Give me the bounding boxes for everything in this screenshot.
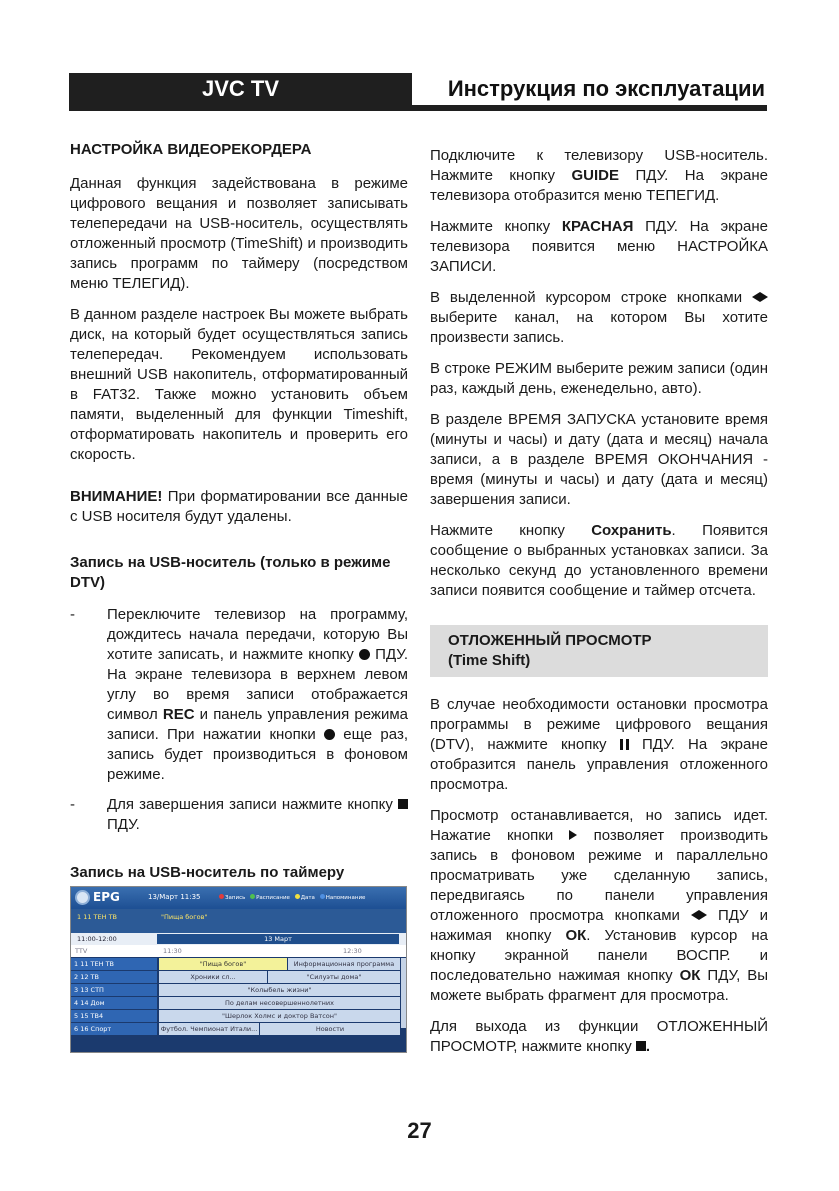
epg-program[interactable]: "Пища богов" [159,958,287,970]
epg-scrollbar[interactable] [401,958,406,1028]
pause-icon [620,739,629,750]
epg-channel[interactable]: 2 12 ТВ [71,971,157,983]
epg-program[interactable]: "Шерлок Холмс и доктор Ватсон" [159,1010,400,1022]
subheading-timer-record: Запись на USB-носитель по таймеру [70,864,345,881]
epg-program[interactable]: Футбол. Чемпионат Итали... [160,1025,258,1033]
epg-program[interactable]: Новости [260,1023,400,1035]
epg-info-channel: 1 11 ТЕН ТВ [77,913,117,921]
paragraph-exit: Для выхода из функции ОТЛОЖЕННЫЙ ПРОСМОТР, нажмите кнопку . [430,1018,768,1055]
epg-program[interactable]: Информационная программа [288,958,400,970]
epg-timebar [71,933,406,945]
paragraph-intro: Данная функция задействована в режиме цифрового вещания и позволяет записывать телепередачи на USB-носитель, осуществлять отложенный просмотр (TimeShift) и производить запись программ по таймеру (посредством меню ТЕЛЕГИД). [70,175,408,292]
epg-datetime: 13/Март 11:35 [148,893,201,901]
paragraph-pause: В случае необходимости остановки просмотра программы в режиме цифрового вещания (DTV), нажмите кнопку ПДУ. На экране отобразится панель управления отложенного просмотра. [430,696,768,793]
red-label: КРАСНАЯ [561,218,634,235]
page-number: 27 [407,1118,432,1143]
stop-button-icon [636,1041,646,1051]
epg-time-scale [71,945,406,957]
epg-channel[interactable]: 5 15 ТВ4 [71,1010,157,1022]
blue-dot-icon [320,894,325,899]
list-item: - Для завершения записи нажмите кнопку ПДУ. [70,795,408,835]
epg-footer [71,1043,406,1053]
record-button-icon [324,729,335,740]
page-header [69,73,767,111]
warning-text: При форматировании все данные с USB носителя будут удалены. [70,488,408,525]
document-title: Инструкция по эксплуатации [412,73,767,111]
epg-row[interactable] [71,984,406,996]
arrow-left-icon [691,910,699,920]
rec-label: REC [162,706,195,723]
paragraph-red: Нажмите кнопку КРАСНАЯ ПДУ. На экране телевизора появится меню НАСТРОЙКА ЗАПИСИ. [430,218,768,275]
record-button-icon [359,649,370,660]
arrow-right-icon [760,292,768,302]
epg-time-end: 12:30 [343,947,362,955]
stop-button-icon [398,799,408,809]
instruction-list [70,605,408,835]
paragraph-settings: В данном разделе настроек Вы можете выбрать диск, на который будет осуществляться запись телепередач. Рекомендуем использовать внешний USB накопитель, отформатированный в FAT32. Также можно установить объем памяти, выделенный для функции Timeshift, отформатировать накопитель и проверить его скорость. [70,306,408,463]
epg-channel[interactable]: 3 13 СТП [71,984,157,996]
epg-row[interactable] [71,997,406,1009]
paragraph-mode: В строке РЕЖИМ выберите режим записи (один раз, каждый день, еженедельно, авто). [430,360,768,397]
paragraph-guide: Подключите к телевизору USB-носитель. Нажмите кнопку GUIDE ПДУ. На экране телевизора отобразится меню ТЕПЕГИД. [430,147,768,204]
paragraph-time: В разделе ВРЕМЯ ЗАПУСКА установите время (минуты и часы) и дату (дата и месяц) начала записи, а в разделе ВРЕМЯ ОКОНЧАНИЯ - время (минуты и часы) и дату (дата и месяц) завершения записи. [430,411,768,508]
epg-program[interactable]: "Колыбель жизни" [159,984,400,996]
epg-program[interactable]: "Силуэты дома" [268,971,400,983]
arrow-left-icon [752,292,760,302]
paragraph-save: Нажмите кнопку Сохранить. Появится сообщение о выбранных установках записи. За несколько секунд до установленного времени записи появится сообщение и таймер отсчета. [430,522,768,599]
red-dot-icon [219,894,224,899]
epg-date-header: 13 Март [157,934,399,944]
epg-channel[interactable]: 6 16 Спорт [71,1023,157,1035]
right-column [430,146,768,1068]
timeshift-section-header [430,625,768,677]
subheading-usb-record: Запись на USB-носитель (только в режиме DTV) [70,554,391,591]
yellow-dot-icon [295,894,300,899]
arrow-right-icon [699,910,707,920]
epg-grid [71,958,406,1036]
warning-paragraph [70,487,408,527]
epg-row[interactable] [71,1010,406,1022]
epg-time-range: 11:00-12:00 [77,935,117,943]
left-column [70,140,408,895]
epg-time-start: 11:30 [163,947,182,955]
epg-program[interactable]: По делам несовершеннолетних [159,997,400,1009]
epg-ttv-label: TTV [75,947,88,955]
epg-row[interactable] [71,1023,406,1035]
paragraph-playback: Просмотр останавливается, но запись идет. Нажатие кнопки позволяет производить запись в фоновом режиме и параллельно просматривать уже сделанную запись, передвигаясь по панели управления отложенного просмотра кнопками ПДУ и нажимая кнопку ОК. Установив курсор на кнопку экранной панели ВОСПР. и последовательно нажимая кнопку ОК ПДУ, Вы можете выбрать фрагмент для просмотра. [430,807,769,1004]
list-item: - Переключите телевизор на программу, дождитесь начала передачи, которую Вы хотите записать, и нажмите кнопку ПДУ. На экране телевизора в верхнем левом углу во время записи отображается символ REC и панель управления режима записи. При нажатии кнопки еще раз, запись будет производиться в фоновом режиме. [70,606,408,783]
timeshift-title: ОТЛОЖЕННЫЙ ПРОСМОТР [448,632,652,649]
warning-label: ВНИМАНИЕ! [70,488,163,505]
dash-marker: - [70,606,75,623]
ok-label: ОК [679,967,701,984]
epg-channel[interactable]: 1 11 ТЕН ТВ [71,958,157,970]
epg-screenshot [70,886,407,1053]
epg-logo: EPG [93,890,120,904]
epg-row[interactable] [71,958,406,970]
epg-row[interactable] [71,971,406,983]
section-title-recorder: НАСТРОЙКА ВИДЕОРЕКОРДЕРА [70,141,312,158]
epg-program[interactable]: Хроники сл... [159,971,267,983]
timeshift-subtitle: (Time Shift) [448,652,531,669]
epg-header [71,887,406,909]
ok-label: ОК [565,927,587,944]
save-label: Сохранить [591,522,672,539]
green-dot-icon [250,894,255,899]
clock-icon [75,890,90,905]
epg-info-program: "Пища богов" [161,913,208,921]
paragraph-channel: В выделенной курсором строке кнопками выберите канал, на котором Вы хотите произвести запись. [430,289,768,346]
dash-marker: - [70,796,75,813]
epg-info-bar [71,909,406,933]
brand-title: JVC TV [69,73,412,111]
epg-channel[interactable]: 4 14 Дом [71,997,157,1009]
epg-legend: Запись Расписание Дата Напоминание [216,894,365,901]
guide-label: GUIDE [571,167,619,184]
